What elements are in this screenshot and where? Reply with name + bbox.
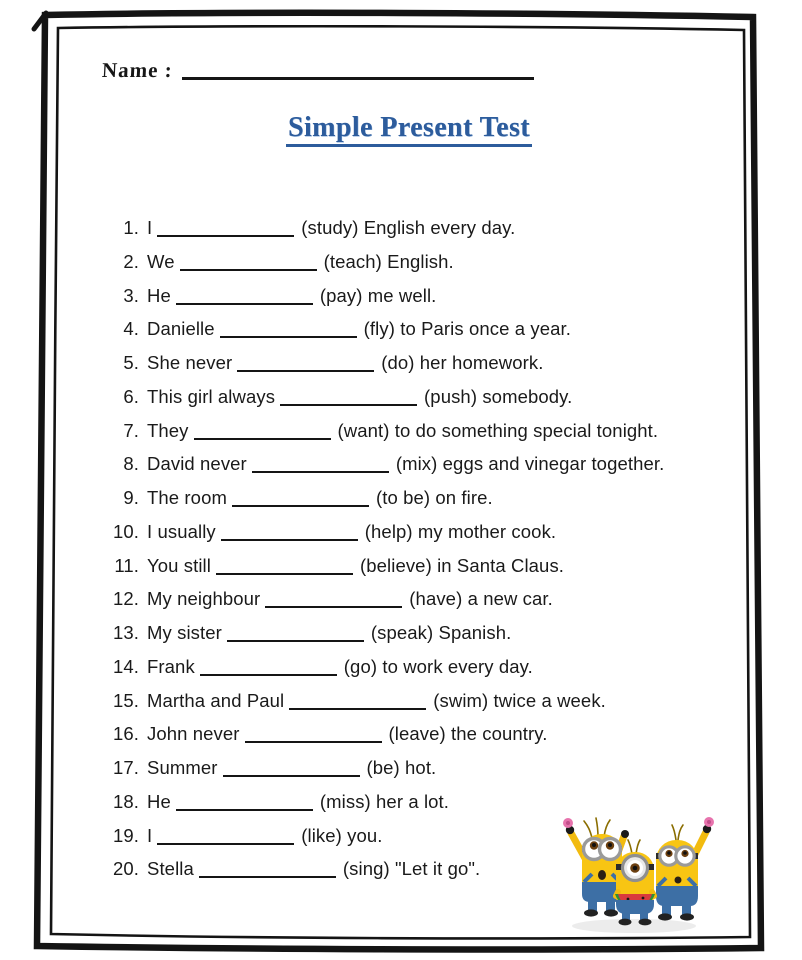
question-text-before: Danielle — [147, 318, 215, 340]
question-number: 17. — [112, 757, 139, 778]
answer-blank[interactable] — [157, 223, 294, 237]
question-text-after: (to be) on fire. — [375, 487, 493, 508]
question-text-after: (leave) the country. — [388, 723, 548, 745]
question-text-before: Stella — [147, 858, 194, 880]
question-row — [112, 515, 766, 549]
answer-blank[interactable] — [199, 864, 336, 878]
question-number: 14. — [112, 655, 139, 677]
answer-blank[interactable] — [221, 527, 358, 541]
question-number: 16. — [112, 723, 139, 745]
question-text-after: (believe) in Santa Claus. — [359, 554, 565, 576]
question-text-after: (miss) her a lot. — [319, 790, 450, 812]
question-row — [112, 684, 766, 718]
question-text-before: The room — [147, 487, 227, 508]
question-text-after: (study) English every day. — [301, 217, 516, 238]
answer-blank[interactable] — [227, 628, 364, 642]
answer-blank[interactable] — [252, 459, 389, 473]
question-text-before: My neighbour — [147, 588, 261, 610]
question-row — [112, 751, 766, 785]
question-number: 15. — [112, 689, 139, 711]
question-text-after: (do) her homework. — [381, 352, 544, 373]
question-row — [112, 616, 766, 650]
question-text-after: (fly) to Paris once a year. — [363, 318, 571, 340]
ground-shadow — [572, 919, 696, 933]
answer-blank[interactable] — [265, 594, 402, 608]
question-number: 10. — [112, 520, 139, 542]
question-text-after: (go) to work every day. — [343, 655, 533, 677]
question-row — [112, 279, 766, 313]
answer-blank[interactable] — [216, 561, 353, 575]
name-row — [102, 58, 534, 83]
question-row — [112, 549, 766, 583]
question-number: 7. — [123, 419, 139, 441]
question-row — [112, 650, 766, 684]
answer-blank[interactable] — [200, 662, 337, 676]
question-text-before: I usually — [147, 520, 216, 542]
question-row — [112, 380, 766, 414]
question-row — [112, 346, 766, 380]
question-text-after: (have) a new car. — [409, 588, 553, 610]
question-text-after: (be) hot. — [366, 757, 437, 778]
answer-blank[interactable] — [220, 324, 357, 338]
question-number: 3. — [123, 284, 139, 306]
answer-blank[interactable] — [280, 392, 417, 406]
question-text-after: (pay) me well. — [319, 284, 437, 306]
question-text-before: I — [147, 824, 153, 846]
question-text-after: (push) somebody. — [424, 385, 573, 407]
minion-right — [656, 817, 714, 921]
question-text-after: (sing) "Let it go". — [342, 858, 481, 880]
answer-blank[interactable] — [180, 257, 317, 271]
answer-blank[interactable] — [223, 763, 360, 777]
question-text-before: You still — [147, 554, 211, 576]
answer-blank[interactable] — [157, 831, 294, 845]
question-text-after: (swim) twice a week. — [433, 689, 606, 711]
question-row — [112, 414, 766, 448]
question-number: 18. — [112, 790, 139, 812]
question-text-before: David never — [147, 453, 247, 475]
question-number: 9. — [123, 487, 139, 508]
question-text-before: We — [147, 250, 175, 272]
answer-blank[interactable] — [194, 426, 331, 440]
question-text-after: (want) to do something special tonight. — [337, 419, 659, 441]
question-row — [112, 447, 766, 481]
question-number: 2. — [123, 250, 139, 272]
name-write-line[interactable] — [182, 77, 534, 80]
question-number: 6. — [123, 385, 139, 407]
name-label: Name : — [101, 58, 174, 82]
question-text-before: I — [147, 217, 153, 238]
question-text-before: Summer — [147, 757, 218, 778]
question-row — [112, 312, 766, 346]
answer-blank[interactable] — [237, 358, 374, 372]
question-number: 19. — [112, 824, 139, 846]
answer-blank[interactable] — [176, 797, 313, 811]
question-row — [112, 717, 766, 751]
page-title — [16, 112, 802, 144]
question-text-after: (like) you. — [301, 824, 383, 846]
minions-illustration — [556, 796, 716, 938]
question-number: 12. — [112, 588, 139, 610]
question-text-before: She never — [147, 352, 233, 373]
question-text-after: (speak) Spanish. — [370, 622, 512, 643]
question-number: 13. — [112, 622, 139, 643]
question-text-before: My sister — [147, 622, 222, 643]
question-text-before: He — [147, 284, 171, 306]
answer-blank[interactable] — [232, 493, 369, 507]
question-text-before: He — [147, 790, 171, 812]
question-text-before: They — [147, 419, 189, 441]
question-text-after: (help) my mother cook. — [364, 520, 557, 542]
question-number: 8. — [123, 453, 139, 475]
question-row — [112, 582, 766, 616]
answer-blank[interactable] — [289, 696, 426, 710]
answer-blank[interactable] — [176, 291, 313, 305]
question-row — [112, 481, 766, 515]
page-title-text: Simple Present Test — [286, 112, 532, 147]
question-text-before: Frank — [147, 655, 195, 677]
question-text-after: (mix) eggs and vinegar together. — [395, 453, 665, 475]
question-number: 20. — [112, 858, 139, 880]
question-number: 1. — [123, 217, 139, 238]
question-list — [112, 211, 766, 886]
question-text-before: John never — [147, 723, 240, 745]
question-text-before: Martha and Paul — [147, 689, 285, 711]
question-number: 4. — [123, 318, 139, 340]
question-row — [112, 211, 766, 245]
question-text-before: This girl always — [147, 385, 276, 407]
question-number: 11. — [114, 554, 139, 576]
question-text-after: (teach) English. — [323, 250, 454, 272]
question-number: 5. — [123, 352, 139, 373]
answer-blank[interactable] — [245, 729, 382, 743]
question-row — [112, 245, 766, 279]
